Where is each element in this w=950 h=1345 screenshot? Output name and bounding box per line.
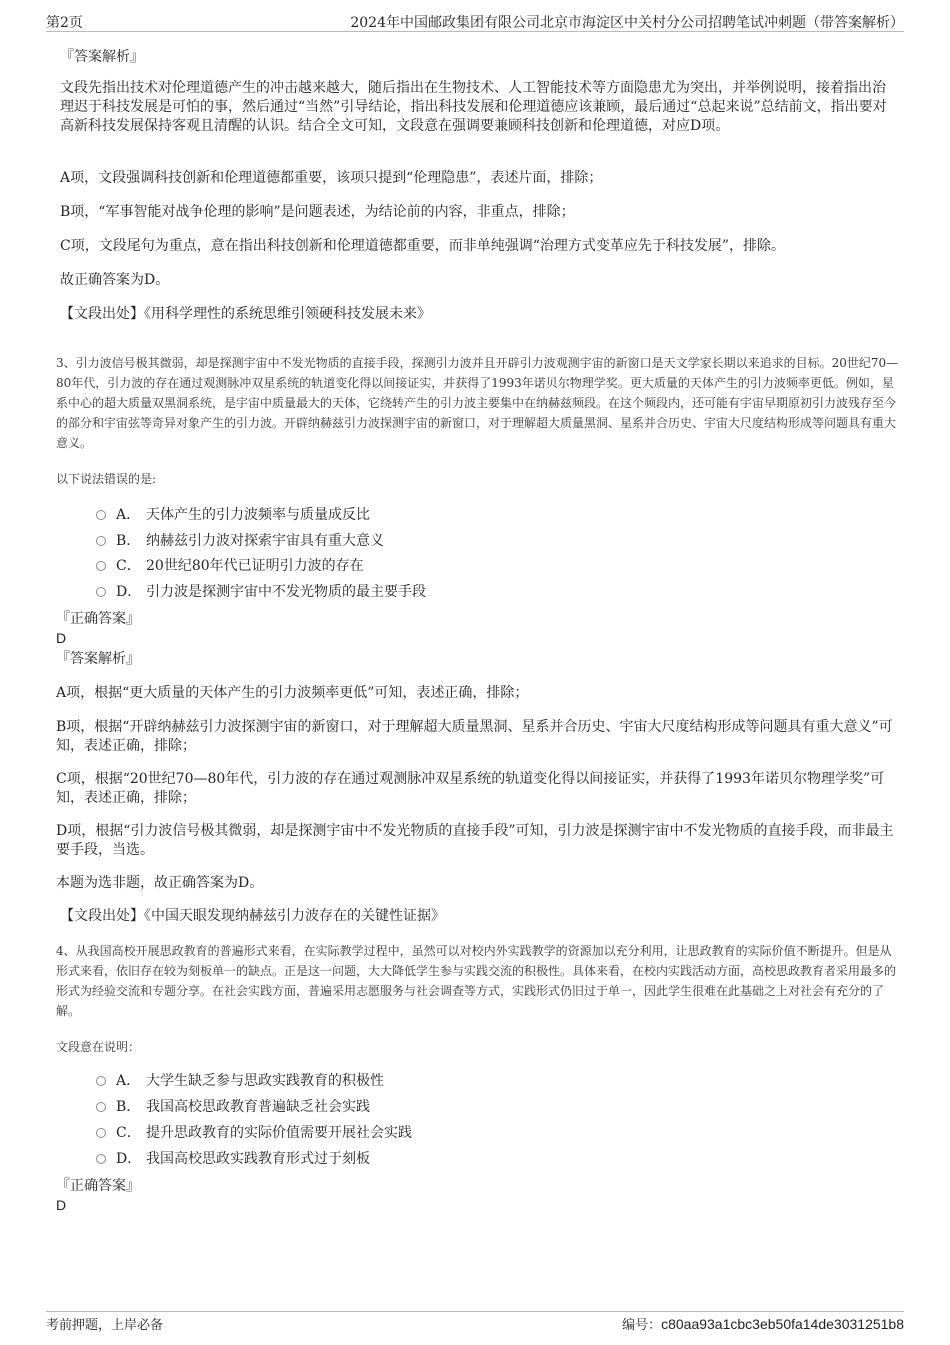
option-text: 我国高校思政教育普遍缺乏社会实践 (146, 1099, 370, 1115)
q3-conclusion: 本题为选非题，故正确答案为D。 (56, 875, 264, 891)
option-text: 提升思政教育的实际价值需要开展社会实践 (146, 1125, 412, 1141)
footer-slogan: 考前押题，上岸必备 (46, 1318, 164, 1333)
page-number: 第2页 (46, 15, 83, 31)
q4-prompt: 文段意在说明： (56, 1040, 141, 1054)
q3-question-text: 3、引力波信号极其微弱，却是探测宇宙中不发光物质的直接手段，探测引力波并且开辟引力波观测宇宙的新窗口是天文学家长期以来追求的目标。20世纪70—80年代，引力波的存在通过观测脉冲双星系统的轨道变化得以间接证实，并获得了1993年诺贝尔物理学奖。更大质量的天体产生的引力波频率更低。例如，星系中心的超大质量双黑洞系统，是宇宙中质量最大的天体，它绕转产生的引力波主要集中在纳赫兹频段。在这个频段内，还可能有宇宙早期原初引力波残存至今的部分和宇宙弦等奇异对象产生的引力波。开辟纳赫兹引力波探测宇宙的新窗口，对于理解超大质量黑洞、星系并合历史、宇宙大尺度结构形成等问题具有重大意义。 (56, 356, 899, 450)
option-letter: C． (116, 558, 141, 574)
radio-icon[interactable] (96, 587, 106, 597)
q3-prompt: 以下说法错误的是: (56, 472, 157, 486)
q4-option-c[interactable] (96, 1123, 412, 1143)
option-text: 我国高校思政实践教育形式过于刻板 (146, 1151, 370, 1167)
q3-option-b[interactable] (96, 531, 384, 551)
header-divider (46, 31, 904, 32)
footer-divider (46, 1311, 904, 1312)
q3-source: 【文段出处】《中国天眼发现纳赫兹引力波存在的关键性证据》 (60, 908, 445, 924)
radio-icon[interactable] (96, 1128, 106, 1138)
radio-icon[interactable] (96, 1154, 106, 1164)
q4-answer-label: 『正确答案』 (56, 1178, 140, 1194)
option-text: 大学生缺乏参与思政实践教育的积极性 (146, 1073, 384, 1089)
q2-analysis-c: C项，文段尾句为重点，意在指出科技创新和伦理道德都重要，而非单纯强调“治理方式变革应先于科技发展”，排除。 (60, 238, 786, 254)
document-code-value: c80aa93a1cbc3eb50fa14de3031251b8 (661, 1316, 904, 1332)
q3-answer: D (56, 630, 67, 646)
q3-option-a[interactable] (96, 505, 370, 525)
q3-analysis-c: C项，根据“20世纪70—80年代，引力波的存在通过观测脉冲双星系统的轨道变化得以间接证实，并获得了1993年诺贝尔物理学奖”可知，表述正确，排除； (56, 771, 885, 806)
option-letter: C． (116, 1125, 141, 1141)
q3-analysis-a: A项，根据“更大质量的天体产生的引力波频率更低”可知，表述正确，排除； (56, 685, 529, 701)
q3-analysis-b: B项，根据“开辟纳赫兹引力波探测宇宙的新窗口，对于理解超大质量黑洞、星系并合历史、宇宙大尺度结构形成等问题具有重大意义”可知，表述正确，排除； (56, 719, 893, 754)
radio-icon[interactable] (96, 510, 106, 520)
q2-analysis-summary: 文段先指出技术对伦理道德产生的冲击越来越大，随后指出在生物技术、人工智能技术等方面隐患尤为突出，并举例说明，接着指出治理迟于科技发展是可怕的事，然后通过“当然”引导结论，指出科技发展和伦理道德应该兼顾，最后通过“总起来说”总结前文，指出要对高新科技发展保持客观且清醒的认识。结合全文可知，文段意在强调要兼顾科技创新和伦理道德，对应D项。 (60, 80, 887, 134)
q3-option-d[interactable] (96, 582, 426, 602)
radio-icon[interactable] (96, 561, 106, 571)
q4-question-text: 4、从我国高校开展思政教育的普遍形式来看，在实际教学过程中，虽然可以对校内外实践教学的资源加以充分利用，让思政教育的实际价值不断提升。但是从形式来看，依旧存在较为刻板单一的缺点。正是这一问题，大大降低学生参与实践交流的积极性。具体来看，在校内实践活动方面，高校思政教育者采用最多的形式为经验交流和专题分享。在社会实践方面，普遍采用志愿服务与社会调查等方式，实践形式仍旧过于单一，因此学生很难在此基础之上对社会有充分的了解。 (56, 944, 897, 1018)
option-text: 纳赫兹引力波对探索宇宙具有重大意义 (146, 533, 384, 549)
q2-analysis-label: 『答案解析』 (60, 49, 144, 65)
option-letter: B． (116, 533, 141, 549)
q2-source: 【文段出处】《用科学理性的系统思维引领硬科技发展未来》 (60, 306, 431, 322)
option-text: 天体产生的引力波频率与质量成反比 (146, 507, 370, 523)
option-letter: A． (116, 1073, 141, 1089)
radio-icon[interactable] (96, 536, 106, 546)
q3-analysis-label: 『答案解析』 (56, 651, 140, 667)
radio-icon[interactable] (96, 1076, 106, 1086)
q3-answer-label: 『正确答案』 (56, 611, 140, 627)
q3-option-c[interactable] (96, 556, 364, 576)
q4-option-d[interactable] (96, 1149, 370, 1169)
option-letter: A． (116, 507, 141, 523)
option-letter: D． (116, 1151, 142, 1167)
option-letter: B． (116, 1099, 141, 1115)
q4-option-b[interactable] (96, 1097, 370, 1117)
option-text: 20世纪80年代已证明引力波的存在 (146, 558, 364, 574)
option-text: 引力波是探测宇宙中不发光物质的最主要手段 (146, 584, 426, 600)
document-title: 2024年中国邮政集团有限公司北京市海淀区中关村分公司招聘笔试冲刺题（带答案解析） (350, 15, 904, 31)
document-code-label: 编号： (622, 1318, 662, 1333)
option-letter: D． (116, 584, 142, 600)
document-code (622, 1314, 904, 1333)
q4-option-a[interactable] (96, 1071, 384, 1091)
q2-conclusion: 故正确答案为D。 (60, 272, 170, 288)
q4-answer: D (56, 1197, 67, 1213)
q2-analysis-a: A项，文段强调科技创新和伦理道德都重要，该项只提到“伦理隐患”，表述片面，排除； (60, 170, 603, 186)
q2-analysis-b: B项，“军事智能对战争伦理的影响”是问题表述，为结论前的内容，非重点，排除； (60, 204, 575, 220)
q3-analysis-d: D项，根据“引力波信号极其微弱，却是探测宇宙中不发光物质的直接手段”可知，引力波是探测宇宙中不发光物质的直接手段，而非最主要手段，当选。 (56, 823, 894, 858)
radio-icon[interactable] (96, 1102, 106, 1112)
